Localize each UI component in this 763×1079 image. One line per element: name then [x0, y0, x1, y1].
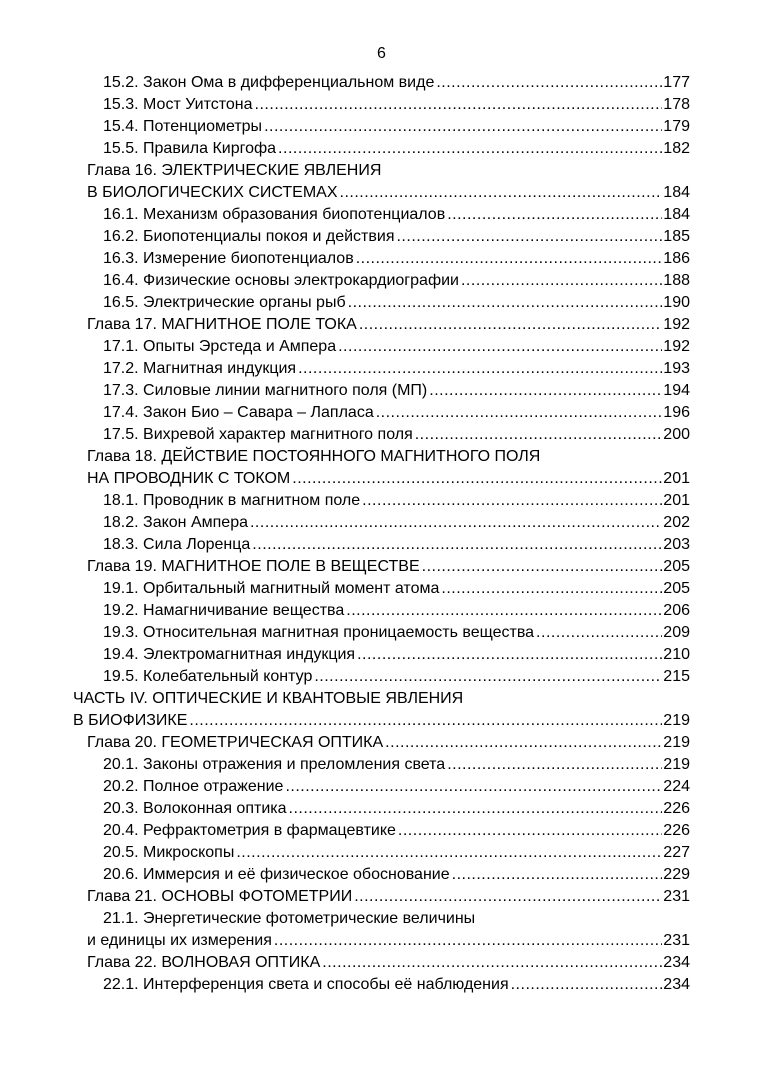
dot-leader	[264, 116, 662, 138]
dot-leader	[415, 424, 663, 446]
dot-leader	[511, 974, 663, 996]
toc-entry-title: 18.2. Закон Ампера	[103, 514, 248, 531]
dot-leader	[429, 380, 662, 402]
toc-line	[0, 292, 763, 314]
toc-entry-title: 19.1. Орбитальный магнитный момент атома	[103, 580, 440, 597]
toc-entry	[103, 842, 690, 864]
dot-leader	[340, 182, 663, 204]
toc-line	[0, 732, 763, 754]
toc-entry-title: НА ПРОВОДНИК С ТОКОМ	[87, 470, 291, 487]
toc-entry-title: 20.3. Волоконная оптика	[103, 800, 287, 817]
toc-line	[0, 842, 763, 864]
toc-entry	[103, 270, 690, 292]
toc-entry-page: 201	[663, 492, 690, 509]
toc-line	[0, 578, 763, 600]
toc-entry-title: 15.4. Потенциометры	[103, 118, 263, 135]
toc-entry	[103, 292, 690, 314]
toc-entry	[103, 512, 690, 534]
toc-line	[0, 138, 763, 160]
toc-entry-title: 20.4. Рефрактометрия в фармацевтике	[103, 822, 396, 839]
toc-line	[0, 710, 763, 732]
table-of-contents	[0, 72, 763, 996]
toc-line	[0, 556, 763, 578]
toc-entry-page: 206	[663, 602, 690, 619]
toc-entry	[87, 886, 690, 908]
toc-entry-title: 22.1. Интерференция света и способы её наблюдения	[103, 976, 509, 993]
toc-entry	[103, 600, 690, 622]
dot-leader	[346, 600, 662, 622]
toc-entry	[103, 138, 690, 160]
toc-entry-title: 18.3. Сила Лоренца	[103, 536, 251, 553]
toc-line	[0, 754, 763, 776]
toc-line	[0, 864, 763, 886]
toc-entry-title: 20.6. Иммерсия и её физическое обоснование	[103, 866, 450, 883]
toc-entry-page: 179	[663, 118, 690, 135]
toc-line	[0, 666, 763, 688]
toc-entry	[103, 798, 690, 820]
toc-entry-title: 15.2. Закон Ома в дифференциальном виде	[103, 74, 435, 91]
toc-line	[0, 424, 763, 446]
toc-entry-page: 215	[663, 668, 690, 685]
toc-entry-title: Глава 20. ГЕОМЕТРИЧЕСКАЯ ОПТИКА	[87, 734, 384, 751]
toc-entry-page: 192	[663, 338, 690, 355]
dot-leader	[441, 578, 662, 600]
toc-entry-page: 194	[663, 382, 690, 399]
toc-entry-page: 219	[663, 756, 690, 773]
toc-entry-title: 16.2. Биопотенциалы покоя и действия	[103, 228, 395, 245]
toc-line	[0, 534, 763, 556]
dot-leader	[278, 138, 662, 160]
dot-leader	[422, 556, 663, 578]
dot-leader	[362, 490, 662, 512]
toc-entry	[103, 776, 690, 798]
toc-entry-title: В БИОФИЗИКЕ	[73, 712, 188, 729]
toc-entry-title: 20.2. Полное отражение	[103, 778, 284, 795]
toc-entry-page: 219	[663, 712, 690, 729]
toc-entry-page: 209	[663, 624, 690, 641]
toc-entry	[103, 578, 690, 600]
toc-line	[0, 490, 763, 512]
toc-line	[0, 204, 763, 226]
toc-entry-page: 205	[663, 558, 690, 575]
toc-entry-title: 18.1. Проводник в магнитном поле	[103, 492, 361, 509]
dot-leader	[236, 842, 662, 864]
dot-leader	[189, 710, 662, 732]
toc-entry-page: 205	[663, 580, 690, 597]
dot-leader	[359, 314, 662, 336]
toc-entry-title: и единицы их измерения	[87, 932, 272, 949]
toc-entry-page: 188	[663, 272, 690, 289]
toc-entry-title: 16.3. Измерение биопотенциалов	[103, 250, 354, 267]
toc-entry	[103, 974, 690, 996]
dot-leader	[536, 622, 662, 644]
toc-line	[0, 622, 763, 644]
toc-entry-title: 17.5. Вихревой характер магнитного поля	[103, 426, 413, 443]
toc-line	[0, 644, 763, 666]
toc-entry-page: 229	[663, 866, 690, 883]
toc-entry-title: 20.5. Микроскопы	[103, 844, 235, 861]
toc-entry	[103, 336, 690, 358]
toc-entry	[103, 534, 690, 556]
toc-entry-page: 231	[663, 932, 690, 949]
toc-entry	[103, 248, 690, 270]
toc-entry	[103, 380, 690, 402]
toc-entry-page: 227	[663, 844, 690, 861]
toc-line	[0, 160, 763, 182]
toc-line	[0, 908, 763, 930]
toc-entry-title: 16.5. Электрические органы рыб	[103, 294, 346, 311]
toc-line	[0, 182, 763, 204]
toc-entry-title: 19.4. Электромагнитная индукция	[103, 646, 356, 663]
toc-entry-title: 16.4. Физические основы электрокардиографии	[103, 272, 459, 289]
toc-entry-title: Глава 19. МАГНИТНОЕ ПОЛЕ В ВЕЩЕСТВЕ	[87, 558, 420, 575]
toc-entry-title: В БИОЛОГИЧЕСКИХ СИСТЕМАХ	[87, 184, 338, 201]
toc-entry	[87, 468, 690, 490]
toc-entry-page: 182	[663, 140, 690, 157]
dot-leader	[447, 204, 662, 226]
toc-line	[0, 798, 763, 820]
dot-leader	[255, 94, 663, 116]
toc-entry	[73, 710, 690, 732]
toc-line	[0, 468, 763, 490]
toc-entry	[87, 182, 690, 204]
toc-line	[0, 446, 763, 468]
toc-entry	[103, 424, 690, 446]
toc-entry	[103, 820, 690, 842]
toc-entry	[103, 358, 690, 380]
toc-line	[0, 336, 763, 358]
toc-entry-page: 184	[663, 206, 690, 223]
toc-entry-title: 19.5. Колебательный контур	[103, 668, 313, 685]
toc-entry	[103, 666, 690, 688]
dot-leader	[356, 248, 663, 270]
toc-line	[0, 402, 763, 424]
dot-leader	[436, 72, 662, 94]
toc-line	[0, 226, 763, 248]
toc-line	[0, 94, 763, 116]
toc-line	[0, 952, 763, 974]
toc-line	[0, 380, 763, 402]
toc-entry-title: 20.1. Законы отражения и преломления света	[103, 756, 446, 773]
toc-entry-title: 15.3. Мост Уитстона	[103, 96, 253, 113]
toc-entry-page: 226	[663, 822, 690, 839]
toc-entry-title: 15.5. Правила Киргофа	[103, 140, 277, 157]
toc-entry	[103, 490, 690, 512]
dot-leader	[376, 402, 663, 424]
toc-line	[0, 974, 763, 996]
toc-entry-title: 17.1. Опыты Эрстеда и Ампера	[103, 338, 337, 355]
toc-entry	[87, 314, 690, 336]
toc-entry-page: 186	[663, 250, 690, 267]
dot-leader	[452, 864, 663, 886]
toc-entry-page: 202	[663, 514, 690, 531]
toc-entry-page: 190	[663, 294, 690, 311]
toc-entry	[103, 204, 690, 226]
dot-leader	[289, 798, 663, 820]
toc-entry	[103, 94, 690, 116]
dot-leader	[338, 336, 662, 358]
toc-line	[0, 776, 763, 798]
toc-line	[0, 314, 763, 336]
dot-leader	[322, 952, 662, 974]
toc-heading-line: Глава 16. ЭЛЕКТРИЧЕСКИЕ ЯВЛЕНИЯ	[87, 162, 382, 179]
toc-entry-title: 16.1. Механизм образования биопотенциалов	[103, 206, 446, 223]
toc-entry-page: 178	[663, 96, 690, 113]
toc-entry-page: 177	[663, 74, 690, 91]
toc-entry	[87, 732, 690, 754]
toc-entry	[103, 116, 690, 138]
toc-entry	[87, 556, 690, 578]
toc-heading-line: 21.1. Энергетические фотометрические величины	[103, 910, 476, 927]
toc-entry	[103, 622, 690, 644]
toc-line	[0, 820, 763, 842]
toc-entry-page: 203	[663, 536, 690, 553]
dot-leader	[396, 226, 662, 248]
toc-entry	[103, 644, 690, 666]
toc-heading-line: ЧАСТЬ IV. ОПТИЧЕСКИЕ И КВАНТОВЫЕ ЯВЛЕНИЯ	[73, 690, 464, 707]
toc-entry-title: Глава 22. ВОЛНОВАЯ ОПТИКА	[87, 954, 321, 971]
toc-line	[0, 600, 763, 622]
toc-line	[0, 248, 763, 270]
toc-line	[0, 930, 763, 952]
dot-leader	[354, 886, 662, 908]
dot-leader	[292, 468, 662, 490]
toc-entry-page: 234	[663, 954, 690, 971]
toc-line	[0, 688, 763, 710]
toc-entry	[103, 864, 690, 886]
toc-entry-page: 192	[663, 316, 690, 333]
toc-heading-line: Глава 18. ДЕЙСТВИЕ ПОСТОЯННОГО МАГНИТНОГО ПОЛЯ	[87, 448, 541, 465]
toc-entry-page: 201	[663, 470, 690, 487]
toc-entry-page: 234	[663, 976, 690, 993]
dot-leader	[274, 930, 662, 952]
toc-entry-page: 226	[663, 800, 690, 817]
toc-entry-page: 231	[663, 888, 690, 905]
toc-entry-title: 19.2. Намагничивание вещества	[103, 602, 345, 619]
dot-leader	[385, 732, 662, 754]
toc-line	[0, 270, 763, 292]
toc-entry-title: 19.3. Относительная магнитная проницаемость вещества	[103, 624, 535, 641]
toc-entry	[103, 754, 690, 776]
dot-leader	[398, 820, 662, 842]
toc-entry	[103, 72, 690, 94]
toc-entry	[103, 226, 690, 248]
dot-leader	[252, 534, 662, 556]
toc-entry	[103, 402, 690, 424]
toc-line	[0, 358, 763, 380]
dot-leader	[250, 512, 662, 534]
toc-entry-page: 185	[663, 228, 690, 245]
toc-entry-page: 210	[663, 646, 690, 663]
toc-entry	[87, 952, 690, 974]
toc-entry-title: Глава 21. ОСНОВЫ ФОТОМЕТРИИ	[87, 888, 353, 905]
toc-entry-title: Глава 17. МАГНИТНОЕ ПОЛЕ ТОКА	[87, 316, 357, 333]
page-number: 6	[377, 45, 386, 62]
dot-leader	[298, 358, 662, 380]
dot-leader	[314, 666, 662, 688]
toc-entry-title: 17.4. Закон Био – Савара – Лапласа	[103, 404, 374, 421]
toc-entry-page: 200	[663, 426, 690, 443]
dot-leader	[348, 292, 663, 314]
toc-entry-title: 17.2. Магнитная индукция	[103, 360, 297, 377]
toc-entry-page: 219	[663, 734, 690, 751]
toc-line	[0, 116, 763, 138]
toc-entry-title: 17.3. Силовые линии магнитного поля (МП)	[103, 382, 428, 399]
toc-entry-page: 184	[663, 184, 690, 201]
dot-leader	[447, 754, 662, 776]
dot-leader	[461, 270, 662, 292]
dot-leader	[357, 644, 662, 666]
toc-entry-page: 196	[663, 404, 690, 421]
toc-entry-page: 224	[663, 778, 690, 795]
toc-entry-page: 193	[663, 360, 690, 377]
toc-entry	[87, 930, 690, 952]
toc-line	[0, 72, 763, 94]
toc-line	[0, 886, 763, 908]
dot-leader	[285, 776, 662, 798]
toc-line	[0, 512, 763, 534]
